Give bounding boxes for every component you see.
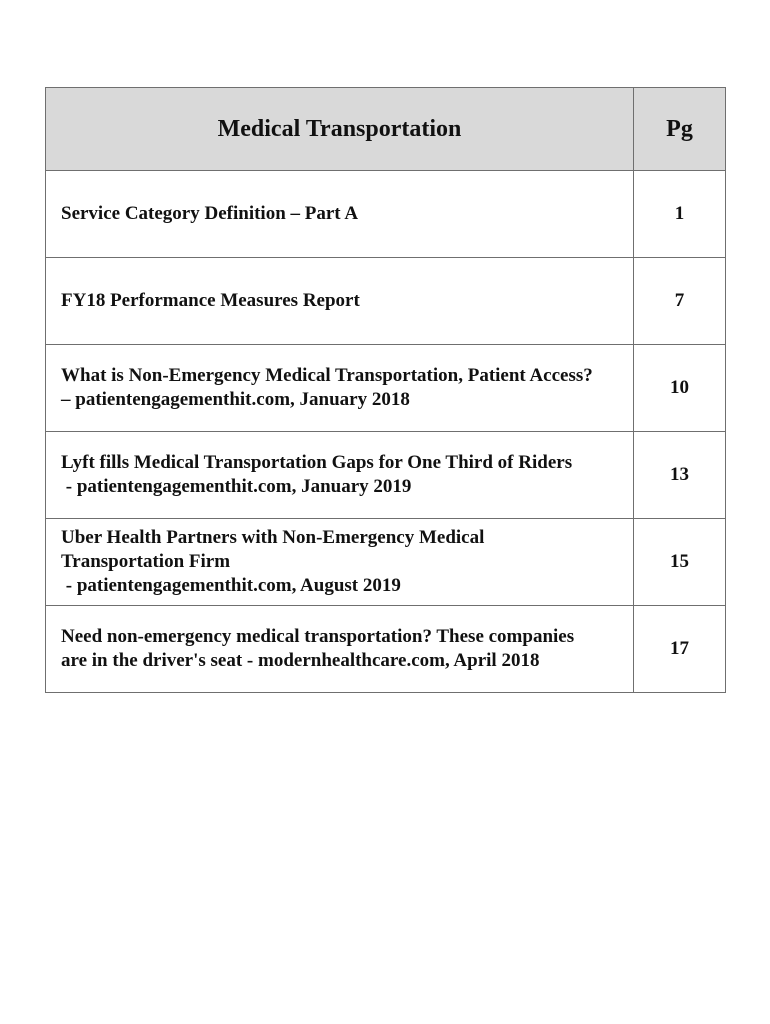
entry-title-line: Lyft fills Medical Transportation Gaps for One Third of Riders: [61, 452, 573, 473]
table-row: [46, 345, 726, 432]
entry-page-number: 1: [634, 171, 726, 258]
entry-page-number: 17: [634, 606, 726, 693]
entry-title-line: are in the driver's seat - modernhealthcare.com, April 2018: [61, 650, 540, 671]
entry-title-line: Need non-emergency medical transportation? These companies: [61, 626, 575, 647]
entry-page-number: 15: [634, 519, 726, 606]
entry-title: [46, 345, 634, 432]
entry-page-number: 7: [634, 258, 726, 345]
page-column-header: Pg: [634, 88, 726, 171]
entry-title-line: Uber Health Partners with Non-Emergency Medical: [61, 527, 485, 548]
table-row: [46, 606, 726, 693]
entry-title: [46, 258, 634, 345]
entry-title: [46, 606, 634, 693]
table-row: [46, 171, 726, 258]
table-row: [46, 432, 726, 519]
entry-title-line: – patientengagementhit.com, January 2018: [61, 389, 410, 410]
entry-title-line: What is Non-Emergency Medical Transportation, Patient Access?: [61, 365, 593, 386]
entry-title-line: - patientengagementhit.com, August 2019: [61, 575, 401, 596]
table-row: [46, 519, 726, 606]
entry-page-number: 13: [634, 432, 726, 519]
entry-title: [46, 519, 634, 606]
entry-page-number: 10: [634, 345, 726, 432]
entry-title-line: Transportation Firm: [61, 551, 231, 572]
entry-title-line: FY18 Performance Measures Report: [61, 290, 360, 311]
table-of-contents: [45, 87, 726, 693]
entry-title-line: Service Category Definition – Part A: [61, 203, 359, 224]
entry-title: [46, 171, 634, 258]
entry-title-line: - patientengagementhit.com, January 2019: [61, 476, 412, 497]
table-header-row: [46, 88, 726, 171]
table-title: Medical Transportation: [46, 88, 634, 171]
table-row: [46, 258, 726, 345]
entry-title: [46, 432, 634, 519]
